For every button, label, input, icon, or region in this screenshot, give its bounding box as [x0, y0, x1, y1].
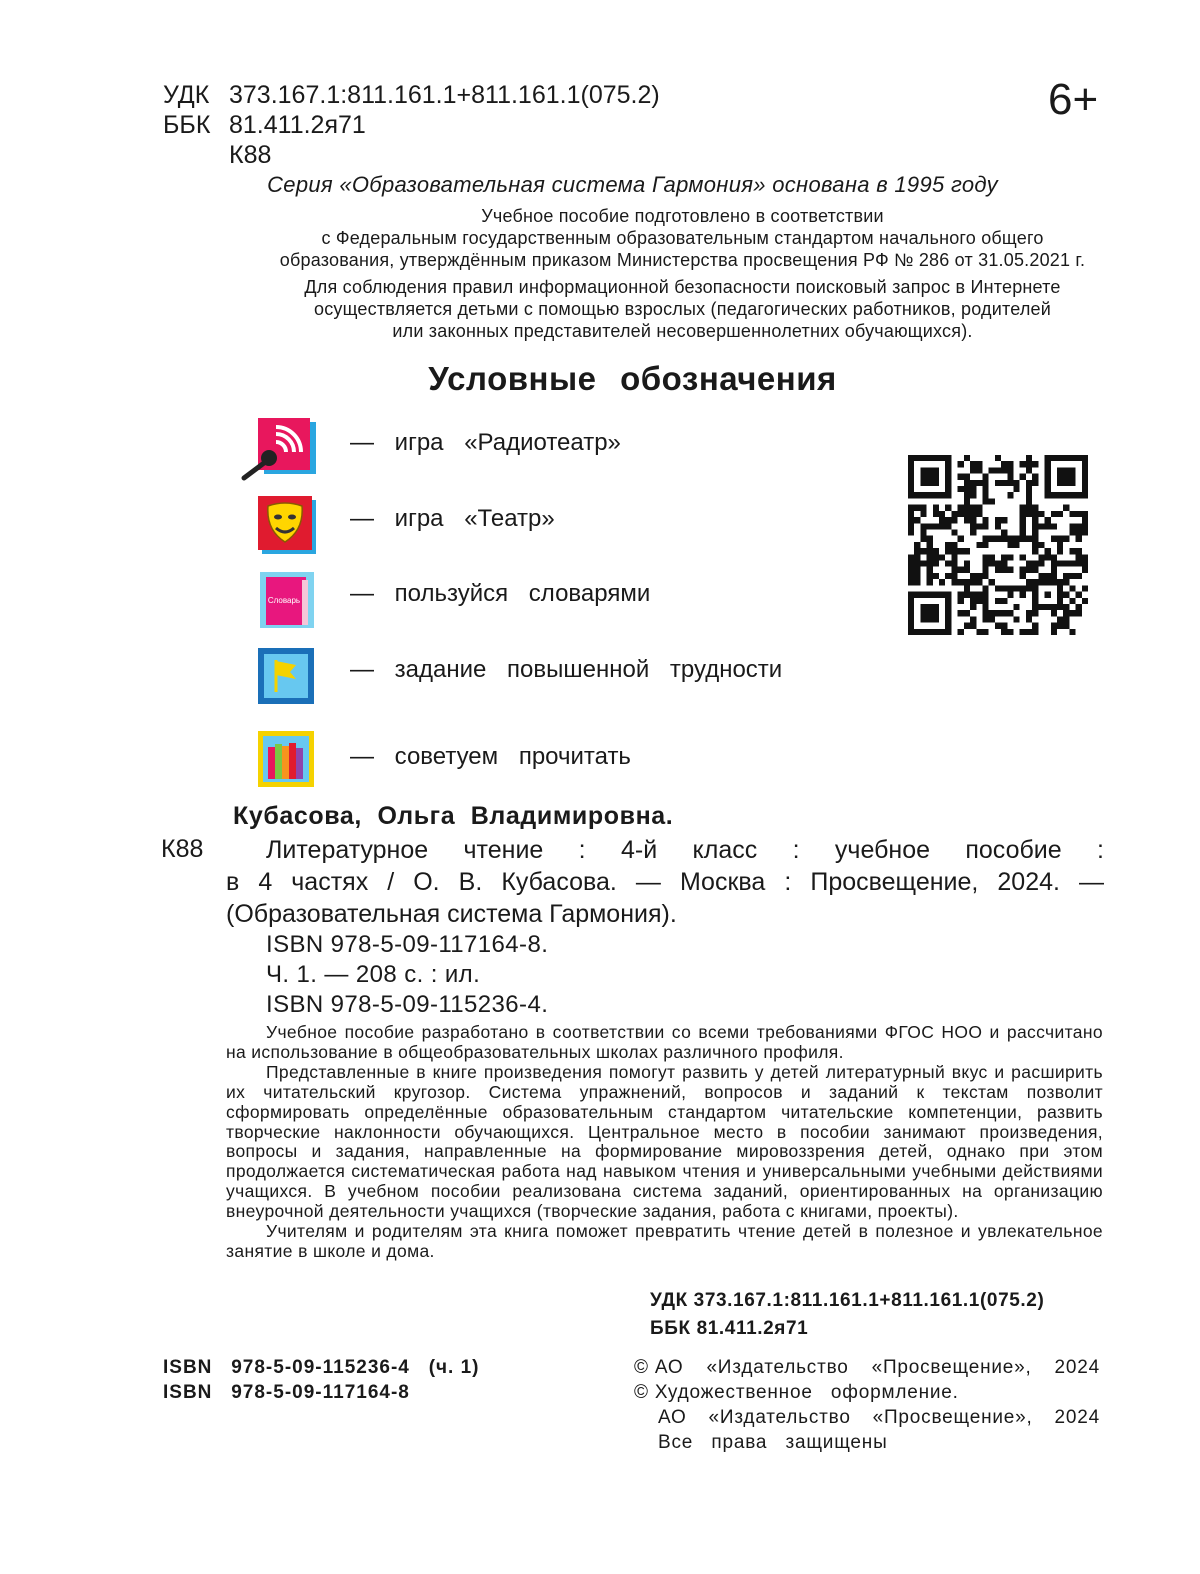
author-name: Кубасова, Ольга Владимировна. — [233, 802, 674, 830]
safety-notice-line: или законных представителей несовершеннолетних обучающихся). — [392, 321, 973, 341]
bib-line-3: (Образовательная система Гармония). — [226, 900, 677, 928]
bbk-label: ББК — [163, 111, 211, 139]
bbk-line — [163, 110, 366, 140]
legend-title: Условные обозначения — [428, 360, 837, 397]
annotation-paragraph: Учителям и родителям эта книга поможет превратить чтение детей в полезное и увлекательное занятие в школе и дома. — [226, 1221, 1103, 1261]
copyright-line — [634, 1405, 1100, 1430]
legend-item-hard-task: — задание повышенной трудности — [350, 656, 783, 683]
udk-label: УДК — [163, 81, 210, 109]
radio-theatre-icon — [258, 418, 314, 474]
safety-notice — [150, 276, 1200, 342]
udk-value: 373.167.1:811.161.1+811.161.1(075.2) — [229, 81, 660, 109]
author-sign-line — [163, 140, 271, 170]
copyright-design-line: © Художественное оформление. — [634, 1382, 959, 1403]
bib-author-sign: К88 — [161, 835, 204, 863]
standard-notice-line: с Федеральным государственным образовательным стандартом начального общего — [321, 228, 1044, 248]
standard-notice-line: Учебное пособие подготовлено в соответствии — [481, 206, 884, 226]
copyright-line — [634, 1355, 1100, 1380]
series-line: Серия «Образовательная система Гармония» основана в 1995 году — [267, 172, 998, 197]
copyright-year: 2024 — [1054, 1407, 1100, 1428]
safety-notice-line: Для соблюдения правил информационной безопасности поисковый запрос в Интернете — [304, 277, 1061, 297]
copyright-block — [634, 1355, 1100, 1455]
copyright-holder: АО — [658, 1407, 687, 1428]
age-rating: 6+ — [1048, 75, 1099, 124]
copyright-publisher-name: «Просвещение», — [871, 1357, 1032, 1378]
legend-item-recommended: — советуем прочитать — [350, 743, 631, 770]
standard-notice-line: образования, утверждённым приказом Министерства просвещения РФ № 286 от 31.05.2021 г. — [279, 250, 1086, 270]
standard-notice — [150, 205, 1200, 271]
books-icon — [258, 731, 314, 787]
safety-notice-line: осуществляется детьми с помощью взрослых (педагогических работников, родителей — [314, 299, 1051, 319]
bib-line-2: в 4 частях / О. В. Кубасова. — Москва : Просвещение, 2024. — — [226, 868, 1104, 896]
author-sign: К88 — [229, 141, 272, 169]
dictionary-icon — [258, 572, 314, 628]
footer-bbk: ББК 81.411.2я71 — [650, 1318, 809, 1339]
all-rights-reserved: Все права защищены — [658, 1432, 888, 1453]
annotation — [226, 1023, 1103, 1262]
copyright-publisher-name: «Просвещение», — [872, 1407, 1033, 1428]
flag-icon — [258, 648, 314, 704]
copyright-year: 2024 — [1054, 1357, 1100, 1378]
copyright-publisher: «Издательство — [706, 1357, 849, 1378]
bib-part: Ч. 1. — 208 с. : ил. — [266, 961, 481, 988]
legend-item-radio-theatre: — игра «Радиотеатр» — [350, 429, 621, 456]
annotation-paragraph: Представленные в книге произведения помогут развить у детей литературный вкус и расширить их читательский кругозор. Система упражнений, вопросов и заданий к текстам позволит сформировать определённые образовательным стандартом читательские компетенции, развить творческие наклонности обучающихся. Центральное место в пособии занимают произведения, вопросы и задания, направленные на формирование мировоззрения детей, однако при этом продолжается систематическая работа над навыком чтения и универсальными учебными действиями учащихся. В учебном пособии реализована система заданий, ориентированных на организацию внеурочной деятельности учащихся (творческие задания, работа с книгами, проекты). — [226, 1061, 1103, 1222]
footer-udk: УДК 373.167.1:811.161.1+811.161.1(075.2) — [650, 1290, 1045, 1311]
udk-line — [163, 80, 660, 110]
dictionary-label: Словарь — [267, 596, 301, 605]
footer-isbn-main: ISBN 978-5-09-117164-8 — [163, 1382, 410, 1403]
annotation-paragraph: Учебное пособие разработано в соответствии со всеми требованиями ФГОС НОО и рассчитано на использование в общеобразовательных школах различного профиля. — [226, 1022, 1103, 1062]
copyright-holder: © АО — [634, 1357, 684, 1378]
qr-code[interactable] — [908, 455, 1088, 635]
copyright-publisher: «Издательство — [708, 1407, 851, 1428]
legend-item-dictionary: — пользуйся словарями — [350, 580, 651, 607]
legend-item-theatre: — игра «Театр» — [350, 505, 555, 532]
bib-isbn-main: ISBN 978-5-09-117164-8. — [266, 931, 549, 958]
theatre-mask-icon — [258, 496, 314, 552]
bbk-value: 81.411.2я71 — [229, 111, 366, 139]
bib-isbn-part: ISBN 978-5-09-115236-4. — [266, 991, 549, 1018]
footer-isbn-part: ISBN 978-5-09-115236-4 (ч. 1) — [163, 1357, 480, 1378]
bib-line-1: Литературное чтение : 4-й класс : учебное пособие : — [266, 836, 1104, 864]
